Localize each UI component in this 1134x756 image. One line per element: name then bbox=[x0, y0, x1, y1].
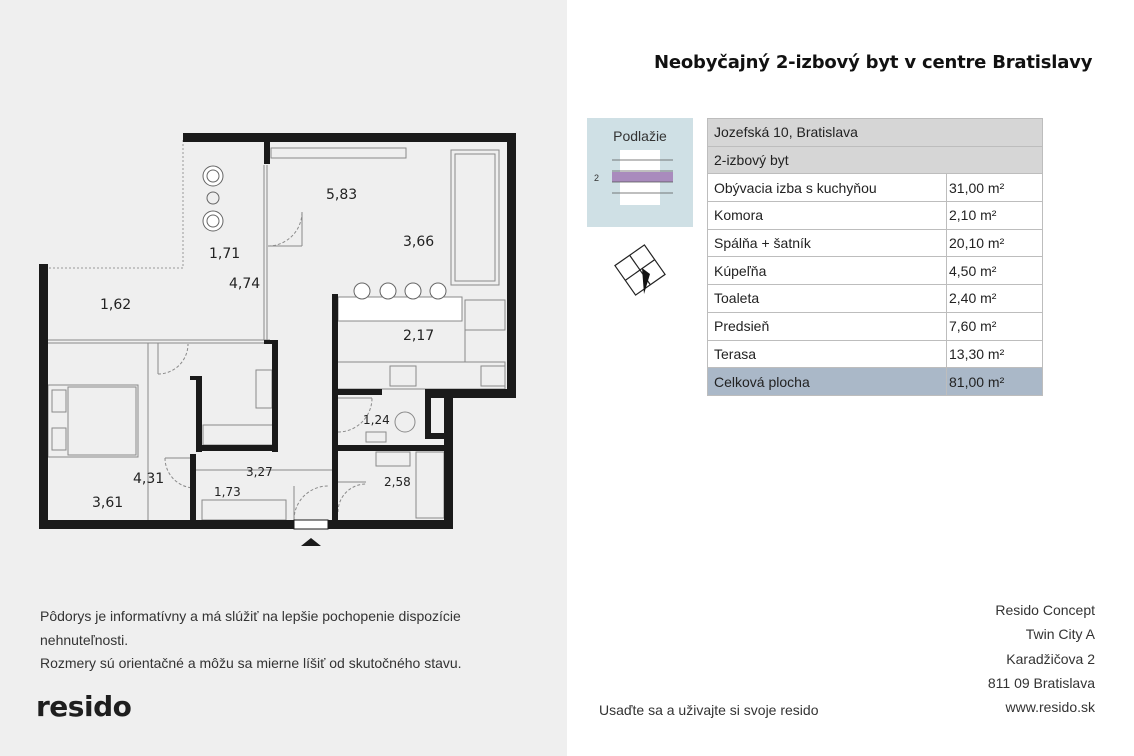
company-address bbox=[988, 598, 1095, 719]
resido-logo: resido bbox=[36, 690, 132, 723]
terrace-outline bbox=[48, 140, 264, 340]
floor-plan bbox=[0, 0, 567, 560]
table-row bbox=[708, 174, 1043, 202]
total-area: 81,00 m² bbox=[947, 368, 1043, 396]
floor-label: Podlažie bbox=[613, 128, 667, 144]
room-area: 2,40 m² bbox=[947, 285, 1043, 313]
dim-label: 1,62 bbox=[100, 297, 132, 313]
info-table bbox=[707, 118, 1043, 396]
dim-label: 3,61 bbox=[92, 495, 124, 511]
dim-label: 1,71 bbox=[209, 246, 241, 262]
total-label: Celková plocha bbox=[708, 368, 947, 396]
room-area: 2,10 m² bbox=[947, 202, 1043, 230]
tagline: Usaďte sa a uživajte si svoje resido bbox=[599, 702, 819, 718]
table-row bbox=[708, 312, 1043, 340]
company-city: 811 09 Bratislava bbox=[987, 674, 1095, 691]
company-name: Resido Concept bbox=[995, 602, 1095, 618]
room-name: Obývacia izba s kuchyňou bbox=[708, 174, 947, 202]
room-area: 7,60 m² bbox=[947, 312, 1043, 340]
dim-label: 4,31 bbox=[133, 471, 165, 487]
floor-number: 2 bbox=[594, 173, 600, 183]
dim-label: 2,58 bbox=[384, 475, 411, 489]
dim-label: 4,74 bbox=[229, 276, 261, 292]
company-building: Twin City A bbox=[1025, 626, 1095, 643]
dim-label: 3,27 bbox=[246, 465, 273, 479]
room-name: Komora bbox=[708, 202, 947, 230]
table-row bbox=[708, 119, 1043, 147]
current-floor-highlight bbox=[612, 172, 673, 182]
disclaimer-line: Pôdorys je informatívny a má slúžiť na lepšie pochopenie dispozície bbox=[40, 608, 461, 624]
room-name: Terasa bbox=[708, 340, 947, 368]
room-name: Spálňa + šatník bbox=[708, 229, 947, 257]
entrance-door bbox=[294, 520, 328, 529]
dim-label: 1,24 bbox=[363, 413, 390, 427]
dim-label: 2,17 bbox=[403, 328, 435, 344]
room-area: 4,50 m² bbox=[947, 257, 1043, 285]
room-area: 31,00 m² bbox=[947, 174, 1043, 202]
table-row bbox=[708, 146, 1043, 174]
table-row bbox=[708, 285, 1043, 313]
room-area: 20,10 m² bbox=[947, 229, 1043, 257]
interior-lines bbox=[48, 148, 505, 520]
disclaimer-line: nehnuteľnosti. bbox=[40, 631, 129, 648]
floor-indicator bbox=[587, 118, 693, 227]
company-street: Karadžičova 2 bbox=[1006, 650, 1095, 667]
dim-label: 1,73 bbox=[214, 485, 241, 499]
table-row bbox=[708, 229, 1043, 257]
type-cell: 2-izbový byt bbox=[708, 146, 1043, 174]
room-name: Predsieň bbox=[708, 312, 947, 340]
table-row bbox=[708, 257, 1043, 285]
room-name: Kúpeľňa bbox=[708, 257, 947, 285]
table-row-total bbox=[708, 368, 1043, 396]
table-row bbox=[708, 202, 1043, 230]
compass-icon bbox=[612, 242, 668, 298]
room-name: Toaleta bbox=[708, 285, 947, 313]
dim-label: 5,83 bbox=[326, 187, 358, 203]
room-area: 13,30 m² bbox=[947, 340, 1043, 368]
company-web-link[interactable]: www.resido.sk bbox=[1005, 699, 1095, 716]
floor-diagram bbox=[587, 118, 693, 227]
disclaimer-line: Rozmery sú orientačné a môžu sa mierne líšiť od skutočného stavu. bbox=[40, 655, 462, 671]
disclaimer bbox=[40, 605, 540, 676]
address-cell: Jozefská 10, Bratislava bbox=[708, 119, 1043, 147]
dim-label: 3,66 bbox=[403, 234, 435, 250]
entrance-arrow-icon bbox=[301, 538, 321, 546]
page-title: Neobyčajný 2-izbový byt v centre Bratislavy bbox=[654, 52, 1093, 73]
table-row bbox=[708, 340, 1043, 368]
